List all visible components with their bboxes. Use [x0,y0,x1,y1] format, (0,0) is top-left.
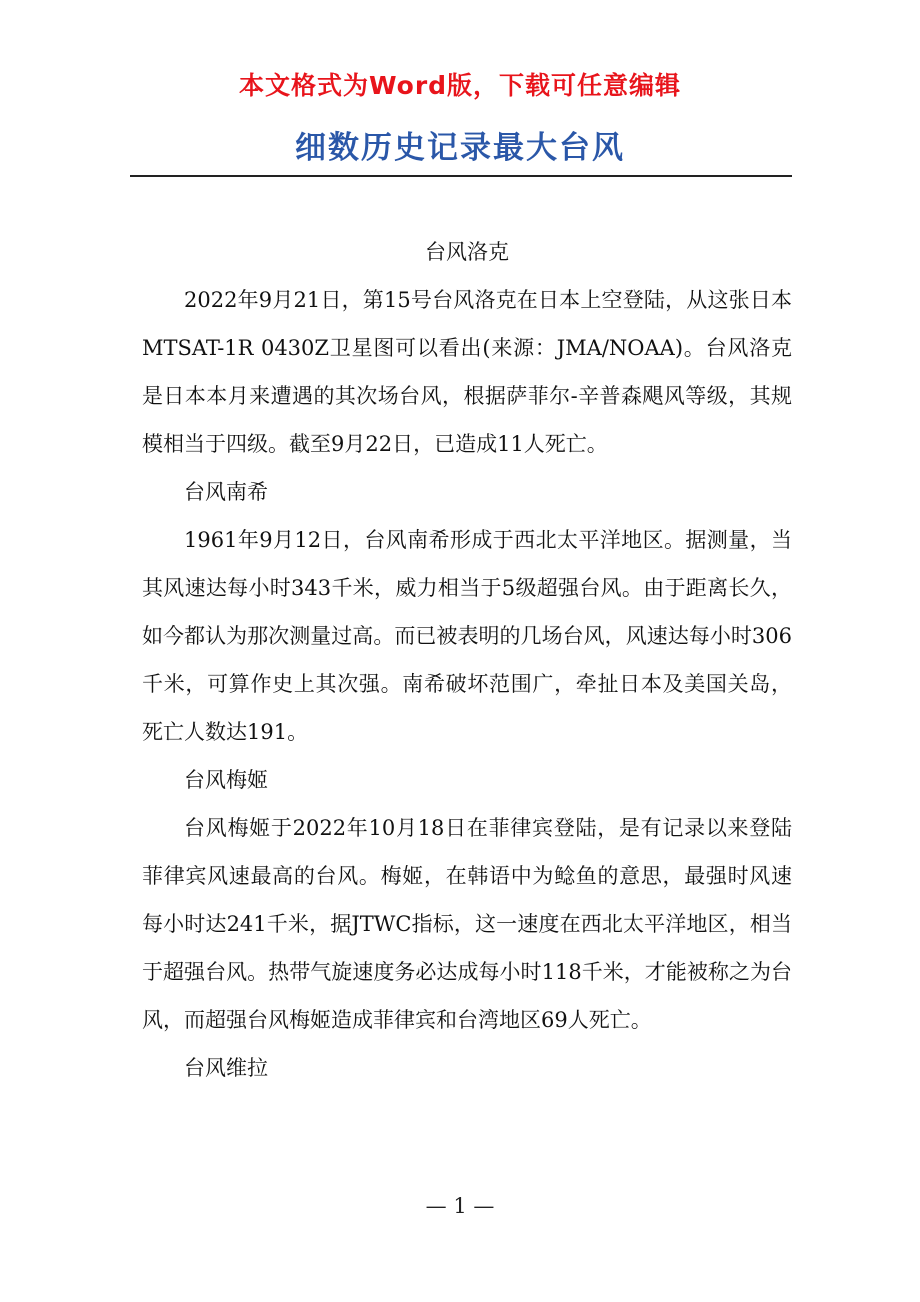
title-divider [130,175,792,177]
paragraph-loke: 2022年9月21日，第15号台风洛克在日本上空登陆，从这张日本MTSAT-1R 0430Z卫星图可以看出(来源：JMA/NOAA)。台风洛克是日本本月来遭遇的其次场台风，根据萨菲尔-辛普森飓风等级，其规模相当于四级。截至9月22日，已造成11人死亡。 [142,288,792,456]
document-title: 细数历史记录最大台风 [295,130,625,166]
section-heading-vera: 台风维拉 [184,1056,268,1080]
paragraph-nancy: 1961年9月12日，台风南希形成于西北太平洋地区。据测量，当其风速达每小时343千米，威力相当于5级超强台风。由于距离长久，如今都认为那次测量过高。而已被表明的几场台风，风速达每小时306千米，可算作史上其次强。南希破坏范围广，牵扯日本及美国关岛，死亡人数达191。 [142,528,792,744]
paragraph-megi: 台风梅姬于2022年10月18日在菲律宾登陆，是有记录以来登陆菲律宾风速最高的台风。梅姬，在韩语中为鲶鱼的意思，最强时风速每小时达241千米，据JTWC指标，这一速度在西北太平洋地区，相当于超强台风。热带气旋速度务必达成每小时118千米，才能被称之为台风，而超强台风梅姬造成菲律宾和台湾地区69人死亡。 [142,816,792,1032]
section-heading-nancy: 台风南希 [184,480,268,504]
section-heading-loke: 台风洛克 [425,240,509,264]
document-body [142,228,792,1092]
section-heading-megi: 台风梅姬 [184,768,268,792]
page-number: — 1 — [425,1194,495,1218]
format-notice: 本文格式为Word版，下载可任意编辑 [238,71,682,100]
